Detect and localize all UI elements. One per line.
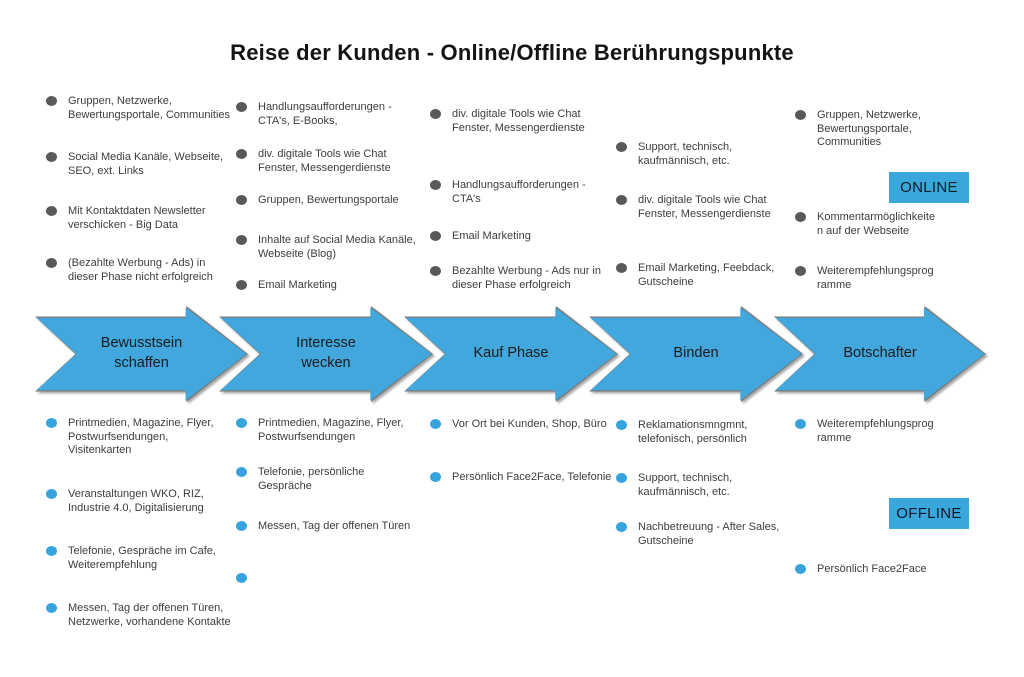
bullet-dot-icon: [430, 180, 441, 190]
touchpoint-text: Social Media Kanäle, Webseite, SEO, ext. Links: [68, 151, 224, 177]
phase-arrow-interesse: [219, 306, 433, 402]
touchpoint-text: Bezahlte Werbung - Ads nur in dieser Phase erfolgreich: [452, 265, 601, 291]
online-badge: ONLINE: [889, 172, 969, 203]
phase-arrow-binden: [589, 306, 803, 402]
phase-label: Interesse wecken: [296, 335, 356, 371]
online-touchpoint: [236, 194, 421, 208]
online-touchpoint: [46, 257, 231, 284]
touchpoint-text: Support, technisch, kaufmännisch, etc.: [638, 472, 733, 498]
page-title: Reise der Kunden - Online/Offline Berührungspunkte: [230, 40, 794, 65]
touchpoint-text: Email Marketing: [258, 279, 337, 291]
bullet-dot-icon: [430, 472, 441, 482]
online-touchpoint: [430, 179, 615, 206]
phase-label: Bewusstsein schaffen: [100, 335, 183, 371]
online-touchpoint: [430, 230, 615, 244]
online-touchpoint: [430, 265, 615, 292]
bullet-dot-icon: [46, 96, 57, 106]
bullet-dot-icon: [46, 546, 57, 556]
bullet-dot-icon: [236, 102, 247, 112]
phase-label: Binden: [673, 345, 719, 362]
touchpoint-text: Support, technisch, kaufmännisch, etc.: [638, 141, 733, 167]
offline-touchpoint: [46, 417, 231, 458]
bullet-dot-icon: [46, 489, 57, 499]
online-touchpoint: [795, 109, 935, 150]
bullet-dot-icon: [795, 419, 806, 429]
bullet-dot-icon: [430, 266, 441, 276]
touchpoint-text: Handlungsaufforderungen - CTA's, E-Books,: [258, 101, 392, 127]
bullet-dot-icon: [46, 603, 57, 613]
touchpoint-text: Gruppen, Bewertungsportale: [258, 194, 399, 206]
online-touchpoint: [795, 265, 935, 292]
touchpoint-text: Messen, Tag der offenen Türen, Netzwerke, vorhandene Kontakte: [68, 602, 231, 628]
bullet-dot-icon: [616, 473, 627, 483]
touchpoint-text: Gruppen, Netzwerke, Bewertungsportale, Communities: [68, 95, 231, 121]
offline-touchpoint: [795, 563, 935, 577]
phase-arrow-kauf: [404, 306, 618, 402]
touchpoint-text: Email Marketing, Feebdack, Gutscheine: [638, 262, 775, 288]
online-touchpoint: [616, 194, 801, 221]
touchpoint-text: Telefonie, persönliche Gespräche: [258, 466, 365, 492]
bullet-dot-icon: [236, 573, 247, 583]
online-touchpoint: [616, 141, 801, 168]
touchpoint-text: div. digitale Tools wie Chat Fenster, Messengerdienste: [452, 108, 585, 134]
touchpoint-text: Gruppen, Netzwerke, Bewertungsportale, Communities: [817, 109, 921, 149]
touchpoint-text: Weiterempfehlungsprogramme: [817, 418, 934, 444]
online-touchpoint: [46, 95, 231, 122]
touchpoint-text: Printmedien, Magazine, Flyer, Postwurfsendungen: [258, 417, 404, 443]
touchpoint-text: Persönlich Face2Face, Telefonie: [452, 471, 612, 483]
touchpoint-text: Email Marketing: [452, 230, 531, 242]
bullet-dot-icon: [236, 195, 247, 205]
touchpoint-text: Mit Kontaktdaten Newsletter verschicken - Big Data: [68, 205, 206, 231]
bullet-dot-icon: [236, 235, 247, 245]
phase-label: Kauf Phase: [473, 345, 549, 362]
touchpoint-text: Persönlich Face2Face: [817, 563, 927, 575]
offline-touchpoint: [616, 472, 801, 499]
online-touchpoint: [236, 234, 421, 261]
bullet-dot-icon: [236, 521, 247, 531]
bullet-dot-icon: [616, 195, 627, 205]
touchpoint-text: Handlungsaufforderungen - CTA's: [452, 179, 586, 205]
bullet-dot-icon: [430, 231, 441, 241]
touchpoint-text: div. digitale Tools wie Chat Fenster, Messengerdienste: [258, 148, 391, 174]
touchpoint-text: Telefonie, Gespräche im Cafe, Weiterempfehlung: [68, 545, 216, 571]
online-touchpoint: [46, 205, 231, 232]
bullet-dot-icon: [430, 419, 441, 429]
touchpoint-text: Inhalte auf Social Media Kanäle, Webseite (Blog): [258, 234, 416, 260]
bullet-dot-icon: [236, 467, 247, 477]
bullet-dot-icon: [616, 522, 627, 532]
offline-touchpoint: [430, 418, 615, 432]
phase-arrow-bewusstsein: [35, 306, 248, 402]
offline-touchpoint: [46, 602, 231, 629]
online-touchpoint: [236, 148, 421, 175]
online-touchpoint: [795, 211, 935, 238]
offline-badge: OFFLINE: [889, 498, 969, 529]
bullet-dot-icon: [236, 280, 247, 290]
touchpoint-text: (Bezahlte Werbung - Ads) in dieser Phase nicht erfolgreich: [68, 257, 213, 283]
bullet-dot-icon: [236, 418, 247, 428]
touchpoint-text: Vor Ort bei Kunden, Shop, Büro: [452, 418, 607, 430]
touchpoint-text: Messen, Tag der offenen Türen: [258, 520, 411, 532]
offline-touchpoint: [236, 520, 421, 534]
online-touchpoint: [616, 262, 801, 289]
offline-touchpoint: [616, 521, 801, 548]
online-touchpoint: [46, 151, 231, 178]
offline-touchpoint: [430, 471, 615, 485]
touchpoint-text: Weiterempfehlungsprogramme: [817, 265, 934, 291]
touchpoint-text: Printmedien, Magazine, Flyer, Postwurfsendungen, Visitenkarten: [68, 417, 214, 457]
phase-arrow-botschafter: [774, 306, 986, 402]
bullet-dot-icon: [236, 149, 247, 159]
bullet-dot-icon: [795, 212, 806, 222]
bullet-dot-icon: [616, 420, 627, 430]
online-touchpoint: [236, 101, 421, 128]
bullet-dot-icon: [46, 206, 57, 216]
phase-label: Botschafter: [843, 345, 917, 362]
offline-touchpoint: [46, 488, 231, 515]
bullet-dot-icon: [430, 109, 441, 119]
offline-touchpoint: [236, 417, 421, 444]
offline-touchpoint: [236, 466, 421, 493]
offline-touchpoint: [46, 545, 231, 572]
offline-touchpoint: [616, 419, 801, 446]
bullet-dot-icon: [616, 142, 627, 152]
online-touchpoint: [430, 108, 615, 135]
touchpoint-text: Reklamationsmngmnt, telefonisch, persönlich: [638, 419, 748, 445]
touchpoint-text: div. digitale Tools wie Chat Fenster, Messengerdienste: [638, 194, 771, 220]
bullet-dot-icon: [46, 152, 57, 162]
online-touchpoint: [236, 279, 421, 293]
bullet-dot-icon: [46, 258, 57, 268]
bullet-dot-icon: [616, 263, 627, 273]
touchpoint-text: Veranstaltungen WKO, RIZ, Industrie 4.0, Digitalisierung: [68, 488, 204, 514]
bullet-dot-icon: [795, 564, 806, 574]
bullet-dot-icon: [46, 418, 57, 428]
touchpoint-text: Nachbetreuung - After Sales, Gutscheine: [638, 521, 780, 547]
touchpoint-text: Kommentarmöglichkeiten auf der Webseite: [817, 211, 935, 237]
bullet-dot-icon: [795, 266, 806, 276]
offline-touchpoint: [795, 418, 935, 445]
bullet-dot-icon: [795, 110, 806, 120]
